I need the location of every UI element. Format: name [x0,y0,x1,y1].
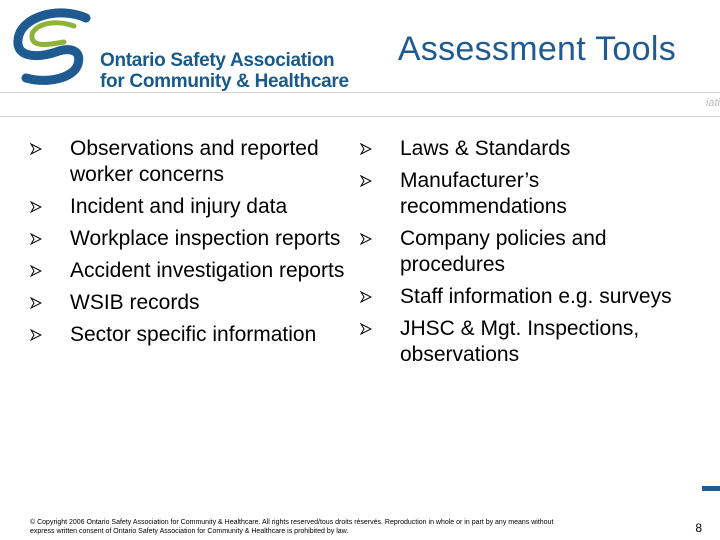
list-item [30,258,360,284]
copyright-footer [30,518,650,536]
bullet-text: Incident and injury data [70,195,288,218]
list-item [360,168,690,220]
right-column [360,136,690,374]
left-column [30,136,360,354]
osach-swoosh-logo-icon [8,8,98,88]
arrowhead-bullet-icon [360,291,372,303]
bullet-text: Sector specific information [70,323,317,346]
header-rule [0,92,720,117]
list-item [360,284,690,310]
rule-text-fragment: iati [705,97,720,109]
slide-title: Assessment Tools [397,30,676,68]
list-item [30,322,360,348]
arrowhead-bullet-icon [30,329,42,341]
list-item [30,290,360,316]
list-item [30,226,360,252]
arrowhead-bullet-icon [30,201,42,213]
arrowhead-bullet-icon [360,143,372,155]
list-item [360,226,690,278]
arrowhead-bullet-icon [360,323,372,335]
list-item [30,136,360,188]
bullet-text: Laws & Standards [400,137,571,160]
arrowhead-bullet-icon [360,233,372,245]
arrowhead-bullet-icon [30,297,42,309]
bullet-text: Workplace inspection reports [70,227,341,250]
logo-text [100,50,349,92]
list-item [360,136,690,162]
list-item [30,194,360,220]
page-number: 8 [695,521,702,535]
bullet-text: Observations and reported worker concerns [70,137,319,186]
arrowhead-bullet-icon [30,233,42,245]
bullet-text: Accident investigation reports [70,259,345,282]
accent-tab [702,486,720,491]
logo-line-2: for Community & Healthcare [100,71,349,92]
left-bullet-list [30,136,360,348]
bullet-text: Manufacturer’s recommendations [400,169,567,218]
right-bullet-list [360,136,690,368]
arrowhead-bullet-icon [30,143,42,155]
list-item [360,316,690,368]
logo-line-1: Ontario Safety Association [100,50,335,71]
footer-line-2: express written consent of Ontario Safety Association for Community & Healthcare is prohibited by law. [30,528,349,535]
logo [8,8,349,92]
bullet-text: Company policies and procedures [400,227,607,276]
bullet-text: Staff information e.g. surveys [400,285,672,308]
bullet-text: JHSC & Mgt. Inspections, observations [400,317,640,366]
footer-line-1: © Copyright 2006 Ontario Safety Association for Community & Healthcare. All rights reserved/tous droits réservés. Reproduction in whole or in part by any means without [30,519,554,526]
arrowhead-bullet-icon [30,265,42,277]
bullet-text: WSIB records [70,291,200,314]
arrowhead-bullet-icon [360,175,372,187]
